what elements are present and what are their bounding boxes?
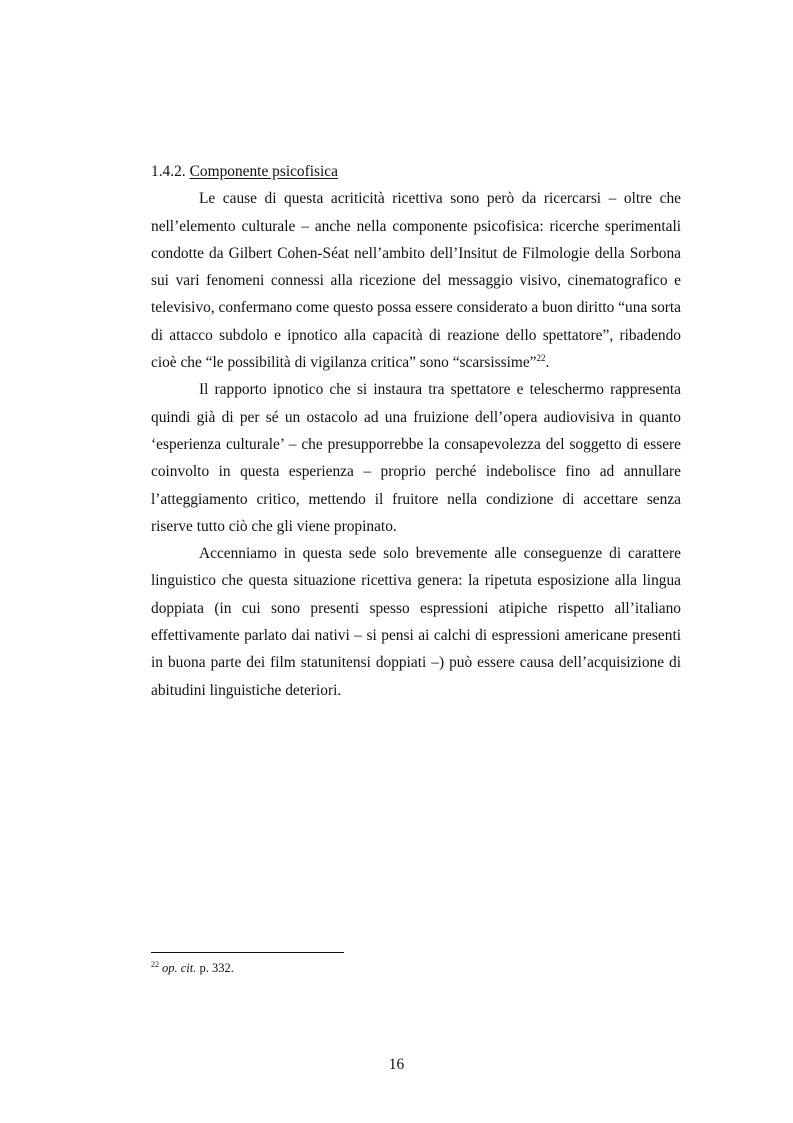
footnote-text: p. 332. [196, 961, 234, 975]
paragraph-2: Il rapporto ipnotico che si instaura tra spettatore e teleschermo rappresenta quindi già di per sé un ostacolo ad una fruizione dell’opera audiovisiva in quanto ‘esperienza culturale’ – che presupporrebbe la consapevolezza del soggetto di essere coinvolto in questa esperienza – proprio perché indebolisce fino ad annullare l’atteggiamento critico, mettendo il fruitore nella condizione di accettare senza riserve tutto ciò che gli viene propinato. [151, 381, 681, 535]
page-number: 16 [388, 1056, 405, 1073]
footnote-italic-text: op. cit. [162, 961, 197, 975]
paragraph-3: Accenniamo in questa sede solo brevemente alle conseguenze di carattere linguistico che questa situazione ricettiva genera: la ripetuta esposizione alla lingua doppiata (in cui sono presenti spesso espressioni atipiche rispetto all’italiano effettivamente parlato dai nativi – si pensi ai calchi di espressioni americane presenti in buona parte dei film statunitensi doppiati –) può essere causa dell’acquisizione di abitudini linguistiche deteriori. [151, 545, 681, 699]
paragraph-1-end: . [545, 354, 550, 372]
paragraph-1 [151, 185, 681, 376]
footnote-number: 22 [151, 960, 159, 969]
section-title: Componente psicofisica [189, 163, 338, 180]
section-heading [151, 158, 681, 185]
main-text [151, 158, 681, 704]
section-number: 1.4.2. [151, 163, 186, 180]
paragraph-1-text: Le cause di questa acriticità ricettiva sono però da ricercarsi – oltre che nell’elemento culturale – anche nella componente psicofisica: ricerche sperimentali condotte da Gilbert Cohen-Séat nell’ambito dell’Insitut de Filmologie della Sorbona sui vari fenomeni connessi alla ricezione del messaggio visivo, cinematografico e televisivo, confermano come questo possa essere considerato a buon diritto “una sorta di attacco subdolo e ipnotico alla capacità di reazione dello spettatore”, ribadendo cioè che “le possibilità di vigilanza critica” sono “scarsissime” [151, 190, 681, 372]
footnote-separator [151, 952, 344, 953]
footnote-reference: 22 [536, 353, 546, 364]
footnote [151, 959, 681, 977]
